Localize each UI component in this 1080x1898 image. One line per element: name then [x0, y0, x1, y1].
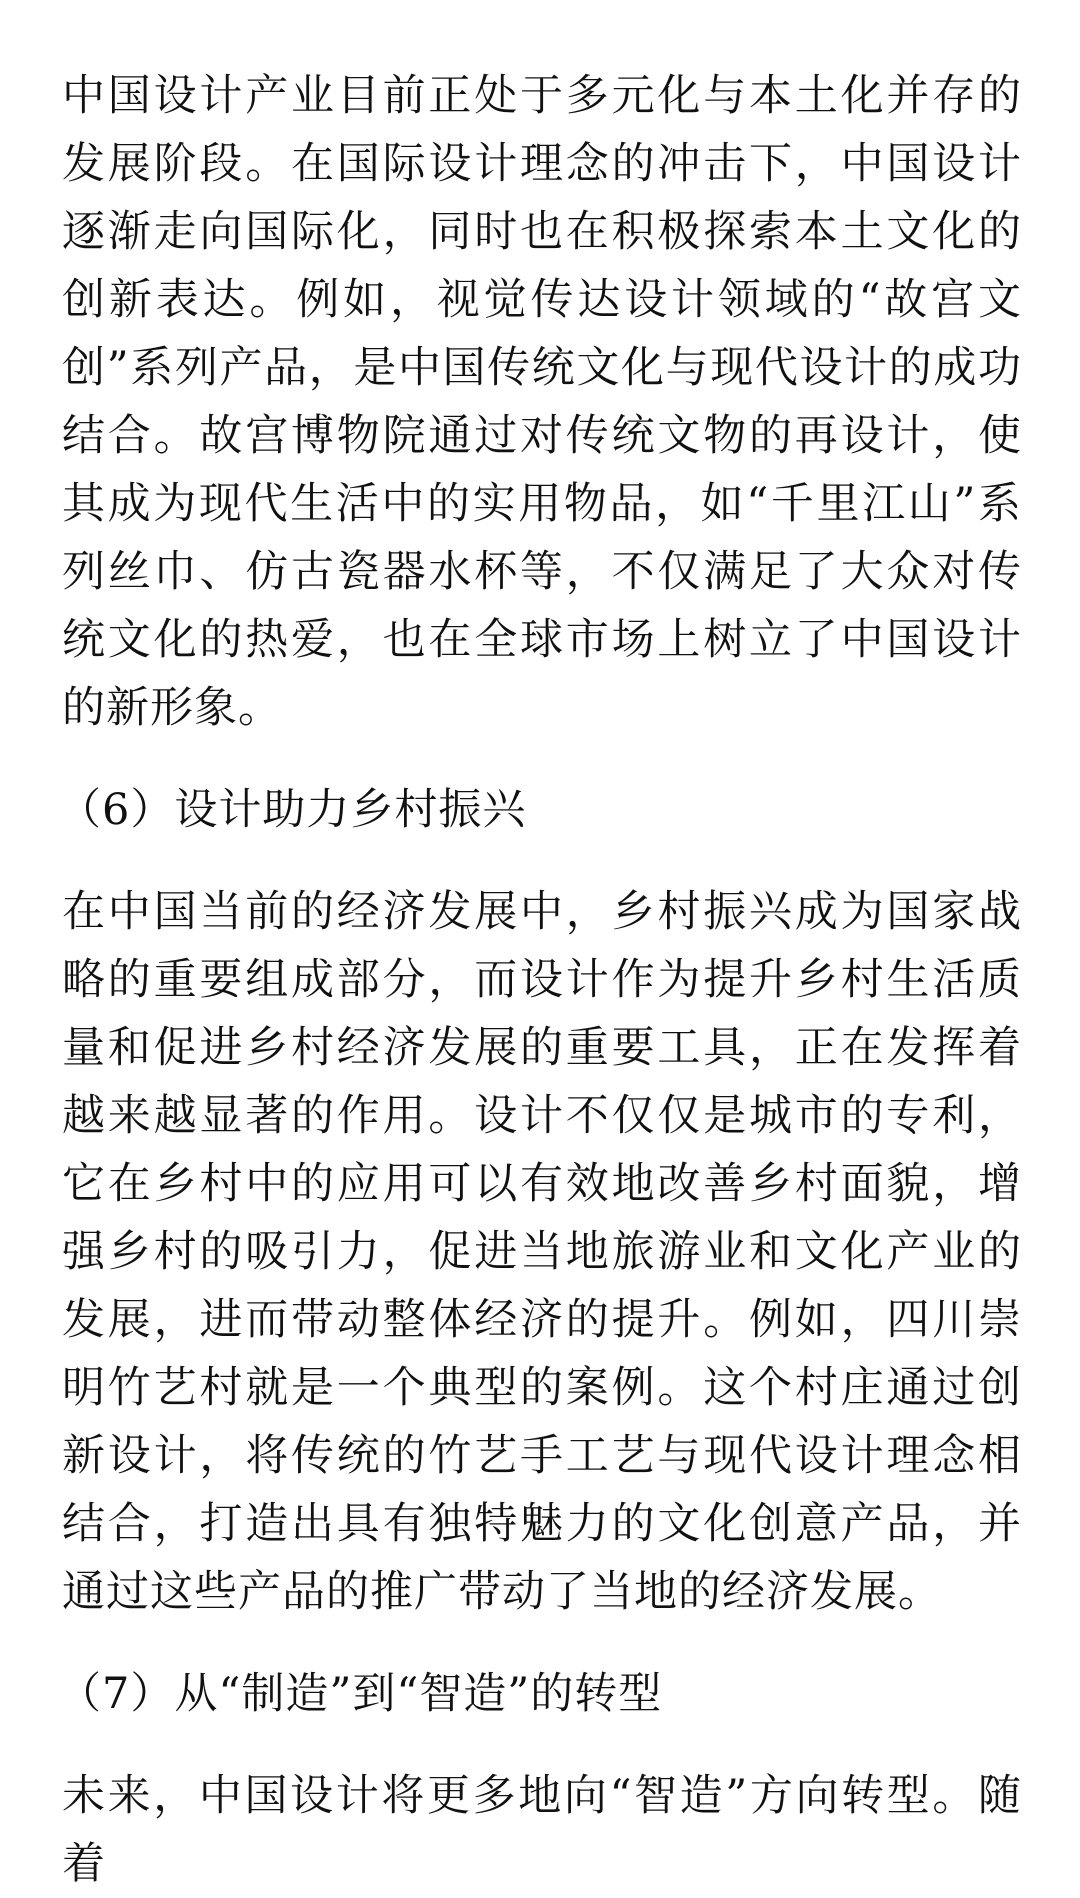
paragraph-china-design-industry: 中国设计产业目前正处于多元化与本土化并存的发展阶段。在国际设计理念的冲击下，中国设计逐渐走向国际化，同时也在积极探索本土文化的创新表达。例如，视觉传达设计领域的“故宫文创”系列产品，是中国传统文化与现代设计的成功结合。故宫博物院通过对传统文物的再设计，使其成为现代生活中的实用物品，如“千里江山”系列丝巾、仿古瓷器水杯等，不仅满足了大众对传统文化的热爱，也在全球市场上树立了中国设计的新形象。 — [62, 71, 1022, 733]
article-body — [58, 62, 1022, 1898]
section-heading-rural-revitalization: （6）设计助力乡村振兴 — [58, 785, 527, 835]
section-heading-manufacturing-to-intelligent-manufacturing: （7）从“制造”到“智造”的转型 — [58, 1669, 663, 1719]
paragraph-future-intelligent-manufacturing: 未来，中国设计将更多地向“智造”方向转型。随着 — [62, 1771, 1022, 1889]
paragraph-rural-revitalization: 在中国当前的经济发展中，乡村振兴成为国家战略的重要组成部分，而设计作为提升乡村生活质量和促进乡村经济发展的重要工具，正在发挥着越来越显著的作用。设计不仅仅是城市的专利，它在乡村中的应用可以有效地改善乡村面貌，增强乡村的吸引力，促进当地旅游业和文化产业的发展，进而带动整体经济的提升。例如，四川崇明竹艺村就是一个典型的案例。这个村庄通过创新设计，将传统的竹艺手工艺与现代设计理念相结合，打造出具有独特魅力的文化创意产品，并通过这些产品的推广带动了当地的经济发展。 — [62, 887, 1022, 1617]
